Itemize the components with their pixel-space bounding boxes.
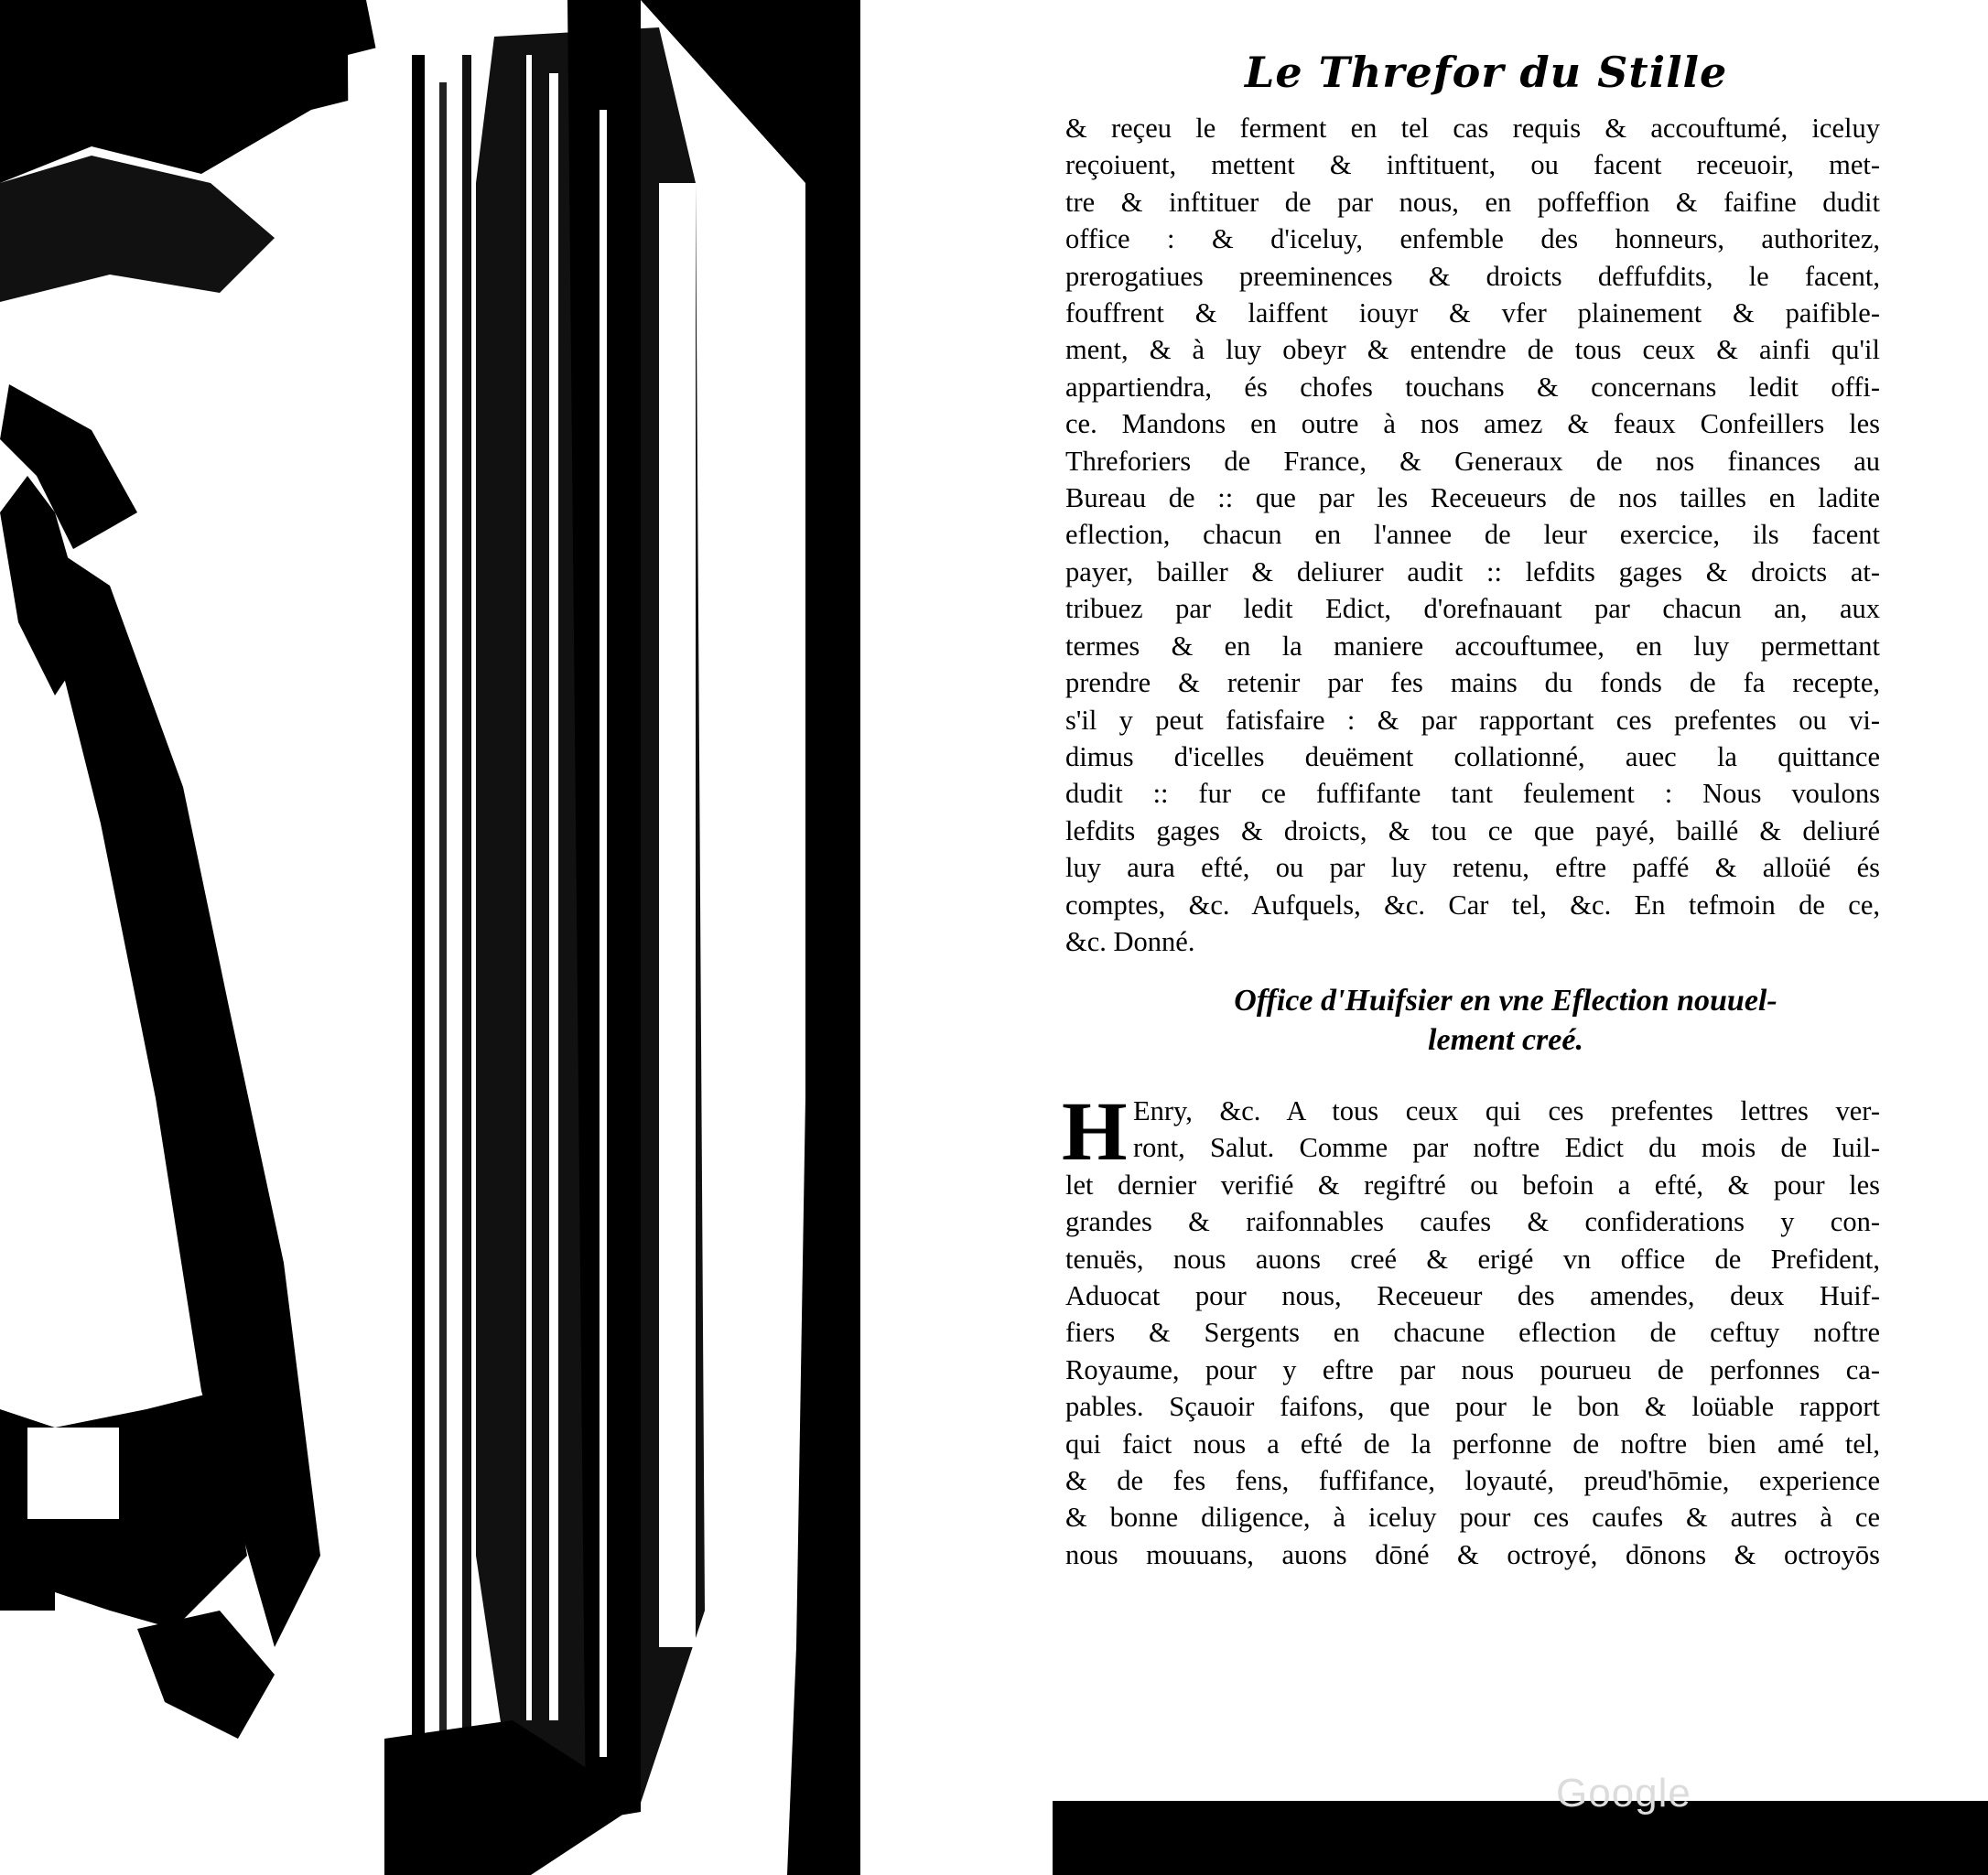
text-line: Aduocat pour nous, Receueur des amendes, deux Huif- (1065, 1280, 1880, 1312)
text-line: &c. Donné. (1065, 925, 1195, 957)
book-fore-edge-illustration (0, 0, 860, 1875)
text-line: tenuës, nous auons creé & erigé vn office de Prefident, (1065, 1243, 1880, 1275)
paragraph-2 (1065, 1093, 1880, 1573)
section-heading-line: lement creé. (1428, 1023, 1583, 1057)
running-head: Le Threfor du Stille (1245, 48, 1728, 97)
section-heading-line: Office d'Huifsier en vne Eflection nouuel- (1234, 984, 1777, 1018)
text-line: & de fes fens, fuffifance, loyauté, preud'hōmie, experience (1065, 1465, 1880, 1497)
text-line: payer, bailler & deliurer audit :: lefdits gages & droicts at- (1065, 555, 1880, 587)
text-line: & bonne diligence, à iceluy pour ces caufes & autres à ce (1065, 1502, 1880, 1534)
text-line: dudit :: fur ce fuffifante tant feulement : Nous voulons (1065, 778, 1880, 810)
paragraph-1 (1065, 110, 1880, 960)
text-line: reçoiuent, mettent & inftituent, ou facent receuoir, met- (1065, 149, 1880, 181)
text-line: office : & d'iceluy, enfemble des honneurs, authoritez, (1065, 223, 1880, 255)
text-line: Royaume, pour y eftre par nous pourueu de perfonnes ca- (1065, 1353, 1880, 1385)
text-line: & reçeu le ferment en tel cas requis & accouftumé, iceluy (1065, 113, 1880, 144)
scan-bottom-edge (1053, 1801, 1988, 1875)
text-line: appartiendra, és chofes touchans & concernans ledit offi- (1065, 371, 1880, 403)
text-line: nous mouuans, auons dōné & octroyé, dōnons & octroyōs (1065, 1538, 1880, 1570)
text-line: prendre & retenir par fes mains du fonds de fa recepte, (1065, 667, 1880, 699)
text-line: termes & en la maniere accouftumee, en luy permettant (1065, 630, 1880, 662)
text-line: tre & inftituer de par nous, en poffeffion & faifine dudit (1065, 186, 1880, 218)
text-line: Bureau de :: que par les Receueurs de nos tailles en ladite (1065, 482, 1880, 514)
text-line: fiers & Sergents en chacune eflection de ceftuy noftre (1065, 1317, 1880, 1349)
book-page (1053, 0, 1968, 1875)
text-line: comptes, &c. Aufquels, &c. Car tel, &c. En tefmoin de ce, (1065, 889, 1880, 921)
text-line: ront, Salut. Comme par noftre Edict du mois de Iuil- (1133, 1132, 1880, 1164)
text-line: dimus d'icelles deuëment collationné, auec la quittance (1065, 740, 1880, 772)
text-line: lefdits gages & droicts, & tou ce que payé, baillé & deliuré (1065, 814, 1880, 846)
text-line: fouffrent & laiffent iouyr & vfer plainement & paifible- (1065, 297, 1880, 329)
text-line: ment, & à luy obeyr & entendre de tous ceux & ainfi qu'il (1065, 334, 1880, 366)
text-line: qui faict nous a efté de la perfonne de noftre bien amé tel, (1065, 1428, 1880, 1460)
text-line: Enry, &c. A tous ceux qui ces prefentes lettres ver- (1133, 1095, 1880, 1126)
text-line: tribuez par ledit Edict, d'orefnauant par chacun an, aux (1065, 593, 1880, 625)
text-line: prerogatiues preeminences & droicts deffufdits, le facent, (1065, 260, 1880, 292)
text-line: s'il y peut fatisfaire : & par rapportant ces prefentes ou vi- (1065, 704, 1880, 736)
section-heading (1144, 981, 1867, 1060)
text-line: let dernier verifié & regiftré ou befoin a efté, & pour les (1065, 1169, 1880, 1201)
watermark: Google (1556, 1771, 1691, 1816)
text-line: pables. Sçauoir faifons, que pour le bon & loüable rapport (1065, 1391, 1880, 1423)
text-line: grandes & raifonnables caufes & confiderations y con- (1065, 1206, 1880, 1238)
text-line: eflection, chacun en l'annee de leur exercice, ils facent (1065, 519, 1880, 551)
text-line: luy aura efté, ou par luy retenu, eftre paffé & alloüé és (1065, 852, 1880, 884)
text-line: ce. Mandons en outre à nos amez & feaux Confeillers les (1065, 408, 1880, 440)
drop-cap: H (1062, 1084, 1128, 1178)
text-line: Threforiers de France, & Generaux de nos finances au (1065, 445, 1880, 477)
